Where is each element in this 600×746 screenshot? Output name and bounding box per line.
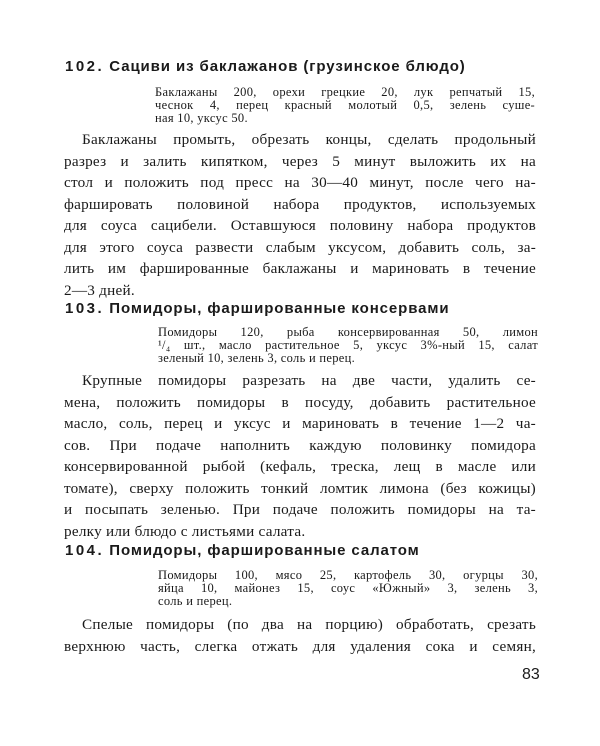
text-line: релку или блюдо с листьями салата. [64, 522, 306, 540]
ingredients-line: зеленый 10, зелень 3, соль и перец. [158, 351, 356, 365]
ingredients-line: Помидоры 100, мясо 25, картофель 30, огурцы 30, [158, 568, 538, 582]
text-line: Спелые помидоры (по два на порцию) обработать, срезать [82, 616, 536, 633]
text-line: и посыпать зеленью. При подаче положить помидоры на та- [64, 501, 536, 518]
recipe-instructions [64, 370, 536, 542]
ingredients-line: ная 10, уксус 50. [155, 111, 248, 125]
recipe-title-text: Сациви из баклажанов (грузинское блюдо) [109, 58, 466, 75]
ingredients-line: чеснок 4, перец красный молотый 0,5, зелень суше- [155, 98, 535, 112]
recipe-number: 102. [65, 58, 105, 75]
text-line: лить им фаршированные баклажаны и мариновать в течение [64, 260, 536, 277]
recipe-instructions [64, 129, 536, 301]
text-line: разрез и залить кипятком, через 5 минут выложить их на [64, 152, 536, 170]
text-line: стол и положить под пресс на 30—40 минут, после чего на- [64, 174, 536, 191]
ingredients-line: Баклажаны 200, орехи грецкие 20, лук репчатый 15, [155, 85, 535, 99]
recipe-title [65, 300, 449, 317]
text-line: консервированной рыбой (кефаль, треска, лещ в масле или [64, 458, 536, 475]
ingredients-line: яйца 10, майонез 15, соус «Южный» 3, зелень 3, [158, 581, 538, 595]
ingredients-line: Помидоры 120, рыба консервированная 50, лимон [158, 325, 538, 339]
page-number: 83 [522, 666, 540, 683]
ingredients-list [158, 569, 538, 608]
recipe-title-text: Помидоры, фаршированные салатом [109, 542, 420, 559]
text-line: Баклажаны промыть, обрезать концы, сделать продольный [82, 131, 536, 148]
recipe-title [65, 542, 420, 559]
text-line: томате), сверху положить тонкий ломтик лимона (без кожицы) [64, 479, 536, 497]
text-line: масло, соль, перец и уксус и мариновать в течение 1—2 ча- [64, 415, 536, 432]
recipe-number: 104. [65, 542, 105, 559]
text-line: верхнюю часть, слегка отжать для удаления сока и семян, [64, 637, 536, 655]
recipe-title [65, 58, 466, 75]
recipe-title-text: Помидоры, фаршированные консервами [109, 300, 450, 317]
text-line: для этого соуса развести слабым уксусом, добавить соль, за- [64, 238, 536, 256]
text-line: для соуса сацибели. Оставшуюся половину набора продуктов [64, 217, 536, 234]
recipe-instructions [64, 614, 536, 657]
text-line: мена, положить помидоры в посуду, добавить растительное [64, 393, 536, 411]
text-line: 2—3 дней. [64, 281, 135, 299]
ingredients-list [155, 86, 535, 125]
ingredients-list [158, 326, 538, 365]
ingredients-line: соль и перец. [158, 594, 233, 608]
text-line: фаршировать половиной набора продуктов, используемых [64, 195, 536, 213]
recipe-number: 103. [65, 300, 105, 317]
ingredients-line: ¹/₄ шт., масло растительное 5, уксус 3%-ный 15, салат [158, 338, 538, 352]
text-line: сов. При подаче наполнить каждую половинку помидора [64, 436, 536, 454]
text-line: Крупные помидоры разрезать на две части, удалить се- [82, 372, 536, 389]
